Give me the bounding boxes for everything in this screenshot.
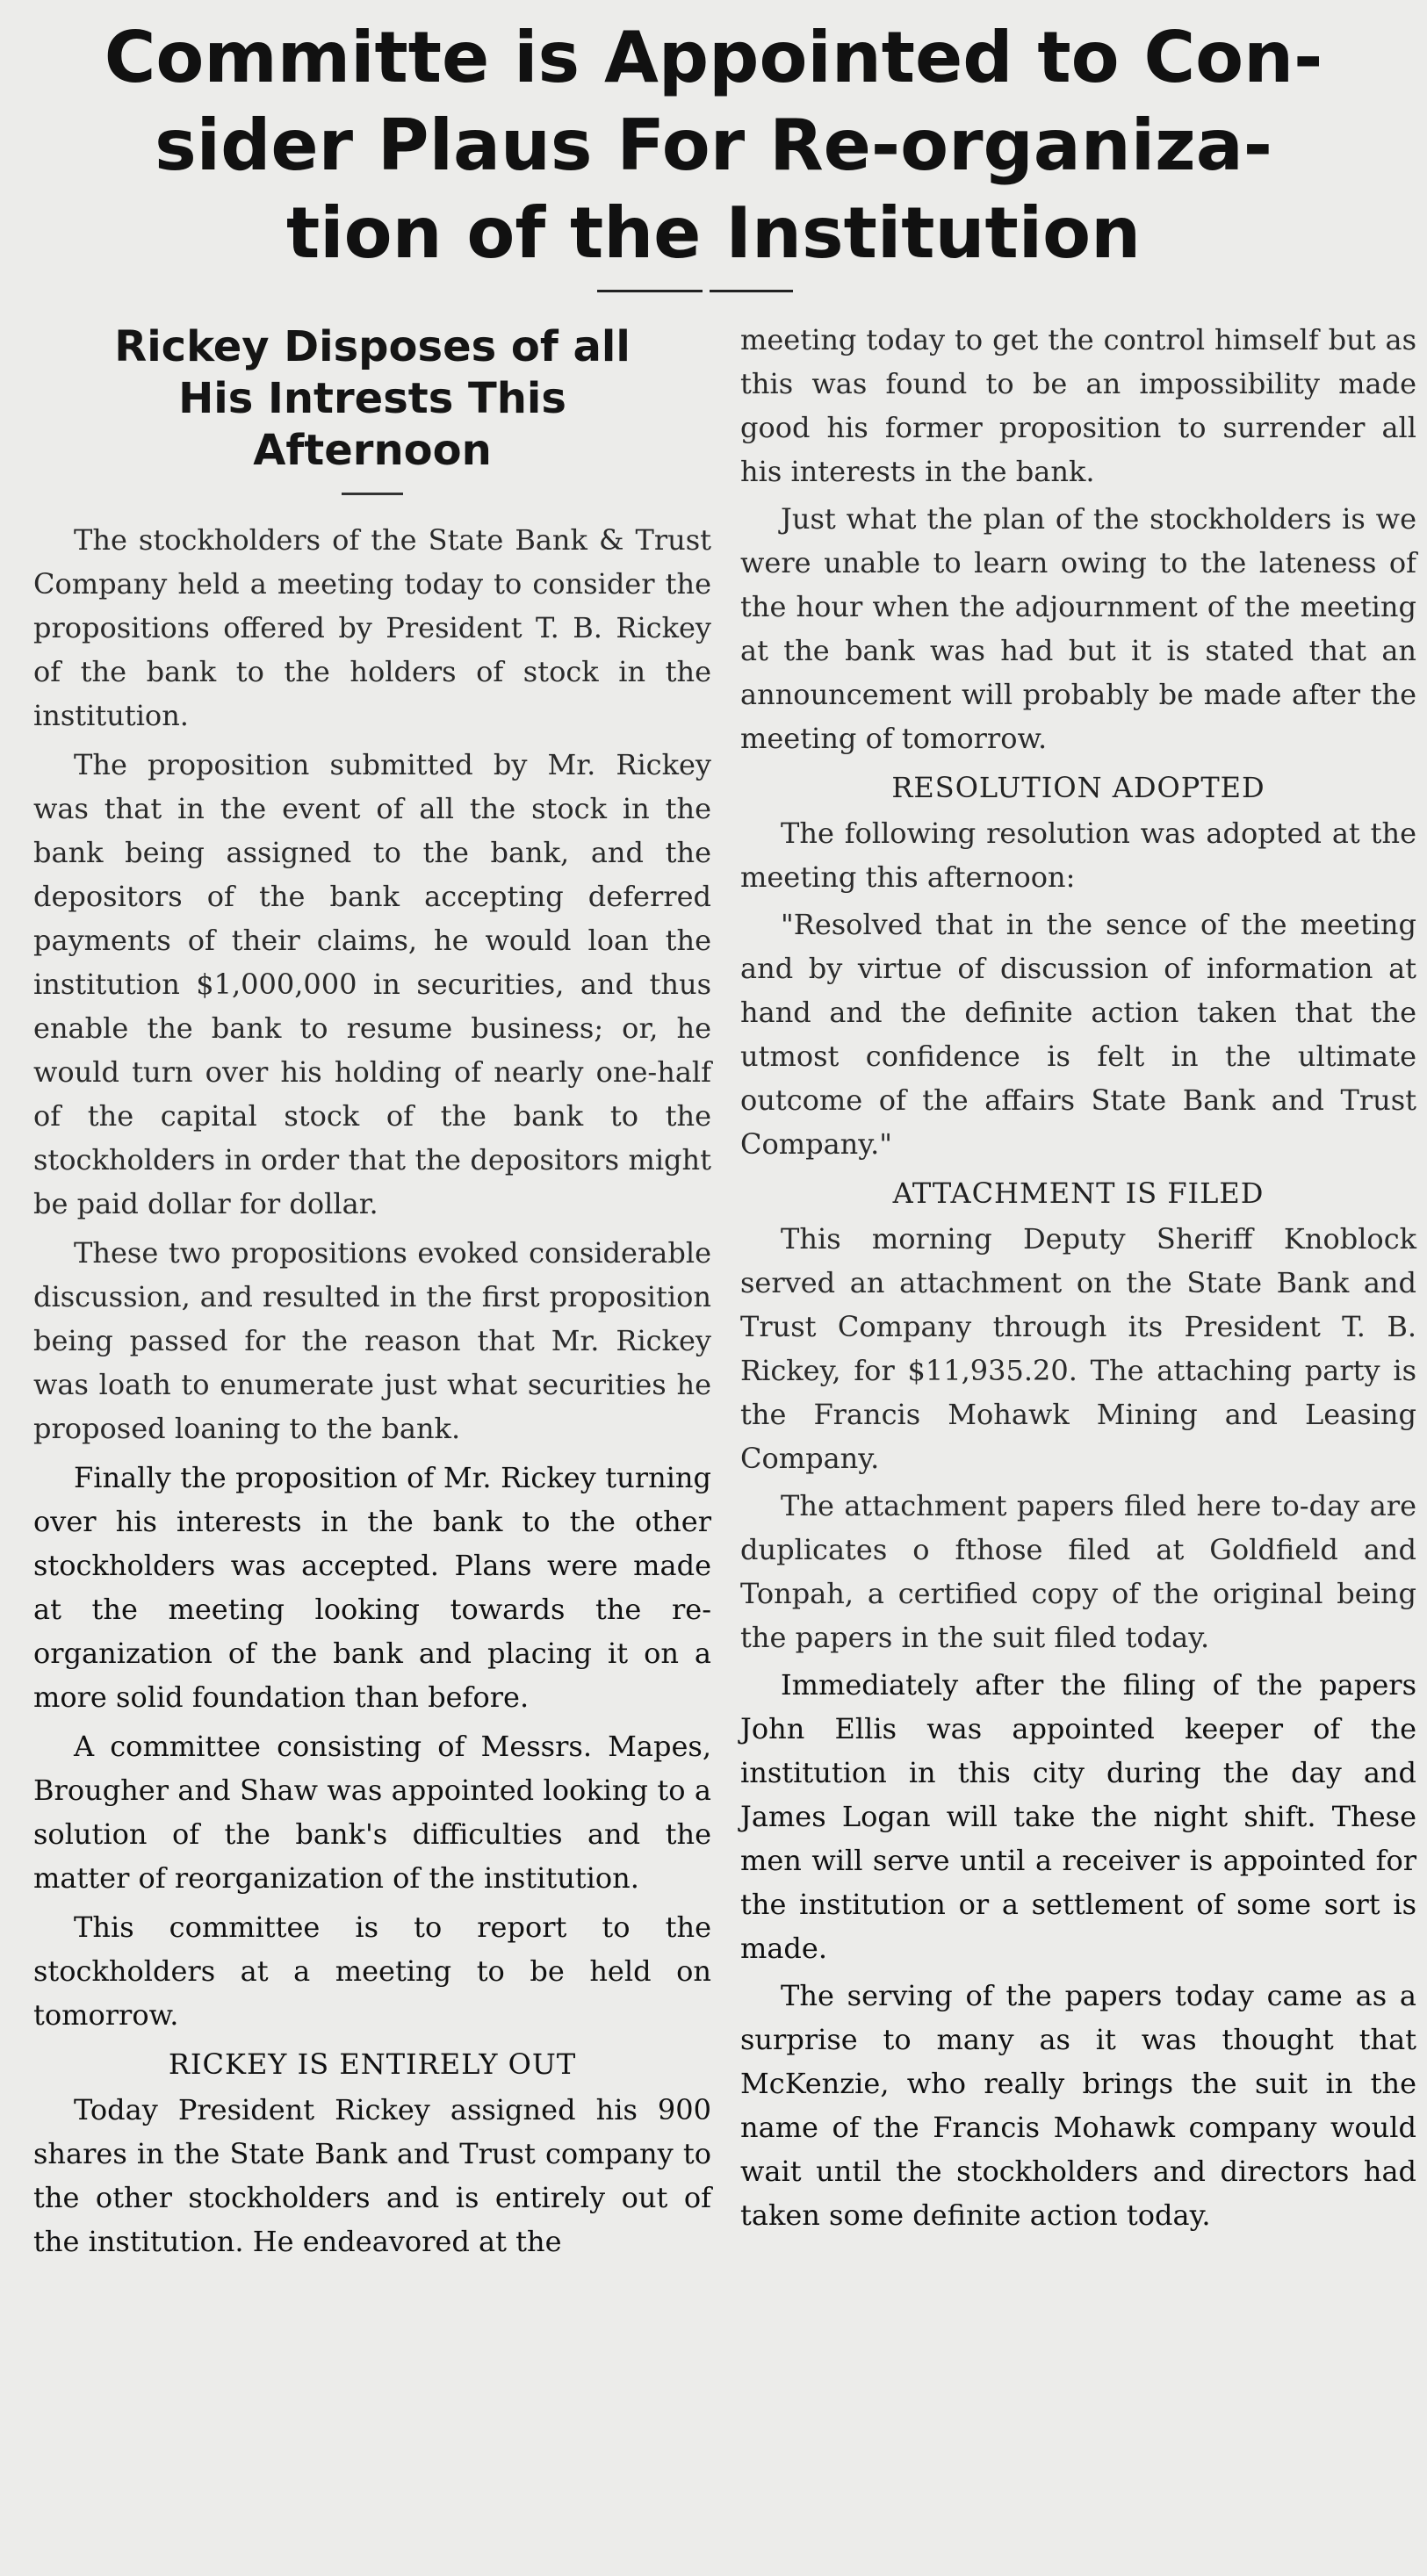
right-paragraph-2: Just what the plan of the stockholders is we were unable to learn owing to the lateness of the hour when the adjournment of the meeting at the bank was had but it is stated that an announcement will probably be made after the meeting of tomorrow.: [740, 502, 1416, 755]
headline-line-3: tion of the Institution: [285, 192, 1142, 274]
subheadline: [33, 321, 711, 477]
left-paragraph-1: The stockholders of the State Bank & Trust Company held a meeting today to consider the propositions offered by President T. B. Rickey of the bank to the holders of stock in the institution.: [33, 523, 711, 732]
headline: [18, 14, 1409, 277]
headline-rule-right: [710, 290, 793, 292]
right-paragraph-5: This morning Deputy Sheriff Knoblock served an attachment on the State Bank and Trust Company through its President T. B. Rickey, for $11,935.20. The attaching party is the Francis Mohawk Mining and Leasing Company.: [740, 1222, 1416, 1475]
headline-line-1: Committe is Appointed to Con-: [104, 17, 1323, 98]
section-heading-rickey-out: RICKEY IS ENTIRELY OUT: [168, 2047, 577, 2081]
left-paragraph-7: Today President Rickey assigned his 900 shares in the State Bank and Trust company to the other stockholders and is entirely out of the institution. He endeavored at the: [33, 2093, 711, 2258]
subheadline-line-1: Rickey Disposes of all: [114, 322, 631, 371]
right-paragraph-3: The following resolution was adopted at the meeting this afternoon:: [740, 817, 1416, 894]
right-paragraph-8: The serving of the papers today came as a surprise to many as it was thought that McKenzie, who really brings the suit in the name of the Francis Mohawk company would wait until the stockholders and directors had taken some definite action today.: [740, 1979, 1416, 2232]
right-column: [740, 318, 1416, 2241]
subheadline-line-2: His Intrests This: [178, 374, 566, 423]
right-paragraph-7: Immediately after the filing of the papers John Ellis was appointed keeper of the institution in this city during the day and James Logan will take the night shift. These men will serve until a receiver is appointed for the institution or a settlement of some sort is made.: [740, 1668, 1416, 1965]
right-paragraph-4: "Resolved that in the sence of the meeting and by virtue of discussion of information at hand and the definite action taken that the utmost confidence is felt in the ultimate outcome of the affairs State Bank and Trust Company.": [740, 908, 1416, 1161]
headline-line-2: sider Plaus For Re-organiza-: [155, 104, 1272, 186]
right-paragraph-6: The attachment papers filed here to-day are duplicates o fthose filed at Goldfield and Tonpah, a certified copy of the original being the papers in the suit filed today.: [740, 1489, 1416, 1654]
left-paragraph-3: These two propositions evoked considerable discussion, and resulted in the first proposition being passed for the reason that Mr. Rickey was loath to enumerate just what securities he proposed loaning to the bank.: [33, 1236, 711, 1445]
left-paragraph-5: A committee consisting of Messrs. Mapes, Brougher and Shaw was appointed looking to a solution of the bank's difficulties and the matter of reorganization of the institution.: [33, 1730, 711, 1895]
left-paragraph-6: This committee is to report to the stockholders at a meeting to be held on tomorrow.: [33, 1910, 711, 2032]
subheadline-rule: [342, 493, 403, 495]
right-paragraph-1: meeting today to get the control himself but as this was found to be an impossibility made good his former proposition to surrender all his interests in the bank.: [740, 323, 1416, 488]
section-heading-attachment: ATTACHMENT IS FILED: [892, 1176, 1265, 1210]
section-heading-resolution: RESOLUTION ADOPTED: [891, 771, 1265, 804]
headline-rule-left: [597, 290, 703, 292]
left-paragraph-2: The proposition submitted by Mr. Rickey was that in the event of all the stock in the bank being assigned to the bank, and the depositors of the bank accepting deferred payments of their claims, he would loan the institution $1,000,000 in securities, and thus enable the bank to resume business; or, he would turn over his holding of nearly one-half of the capital stock of the bank to the stockholders in order that the depositors might be paid dollar for dollar.: [33, 748, 711, 1220]
subheadline-line-3: Afternoon: [253, 426, 492, 475]
left-paragraph-4: Finally the proposition of Mr. Rickey turning over his interests in the bank to the other stockholders was accepted. Plans were made at the meeting looking towards the re-organization of the bank and placing it on a more solid foundation than before.: [33, 1461, 711, 1714]
left-column: [33, 321, 711, 2269]
